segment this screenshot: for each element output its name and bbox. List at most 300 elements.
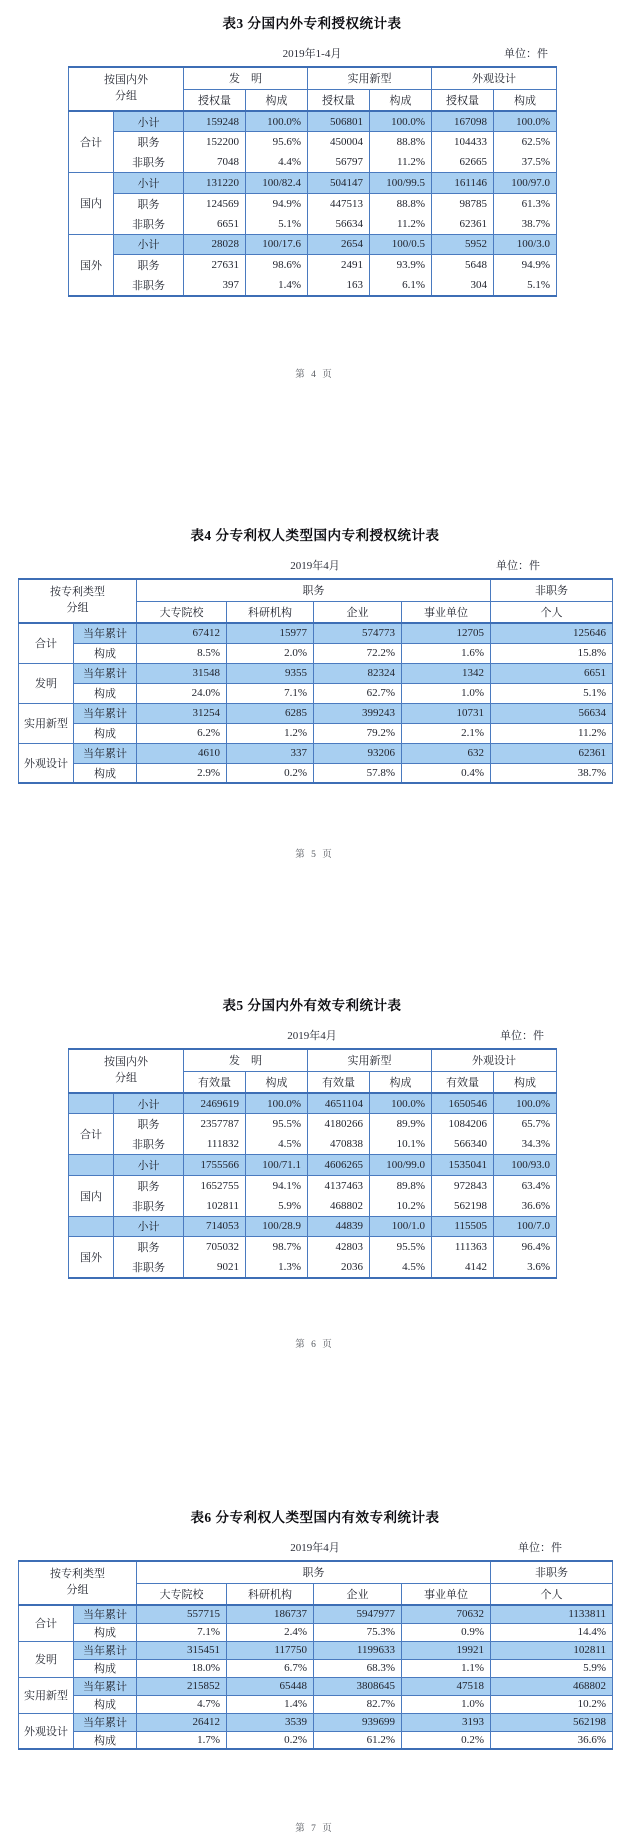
value-cell: 0.9% [402,1623,491,1641]
column-header: 授权量 [432,89,494,111]
value-cell: 95.5% [246,1114,308,1135]
value-cell: 705032 [184,1237,246,1258]
stub-header [19,579,137,623]
value-cell: 111363 [432,1237,494,1258]
valid-patent-table-domestic-foreign [68,1048,557,1279]
value-cell: 161146 [432,173,494,194]
value-cell: 11.2% [491,723,613,743]
table-row [69,111,557,132]
value-cell: 574773 [314,623,402,643]
value-cell: 1199633 [314,1641,402,1659]
value-cell: 4.4% [246,152,308,173]
value-cell: 9355 [227,663,314,683]
value-cell: 6.7% [227,1659,314,1677]
column-header: 授权量 [308,89,370,111]
row-label: 构成 [74,723,137,743]
page-number: 第 7 页 [295,1824,334,1834]
value-cell: 714053 [184,1216,246,1237]
header-row [69,1049,557,1071]
value-cell: 304 [432,275,494,296]
value-cell: 94.9% [494,255,557,276]
row-group-label: 外观设计 [19,743,74,783]
value-cell: 3193 [402,1713,491,1731]
value-cell: 100.0% [370,1093,432,1114]
value-cell: 2469619 [184,1093,246,1114]
column-group-design: 外观设计 [432,67,557,89]
column-header: 有效量 [308,1071,370,1093]
header-row [19,1561,613,1583]
value-cell: 72.2% [314,643,402,663]
row-group-spacer [69,1155,114,1176]
patent-grant-table-by-patentee-type [18,578,613,784]
stub-header [69,67,184,111]
row-label: 非职务 [114,1196,184,1217]
value-cell: 2654 [308,234,370,255]
value-cell: 96.4% [494,1237,557,1258]
value-cell: 100/99.0 [370,1155,432,1176]
column-header: 大专院校 [137,601,227,623]
value-cell: 504147 [308,173,370,194]
stub-line2: 分组 [66,1584,89,1596]
row-group-label: 合计 [19,623,74,663]
row-group-label: 国内 [69,173,114,235]
column-group-nonservice: 非职务 [491,579,613,601]
value-cell: 100/3.0 [494,234,557,255]
row-label: 小计 [114,173,184,194]
row-label: 当年累计 [74,1713,137,1731]
value-cell: 100.0% [494,1093,557,1114]
table-row [19,1605,613,1623]
row-label: 构成 [74,1659,137,1677]
value-cell: 562198 [491,1713,613,1731]
value-cell: 1.1% [402,1659,491,1677]
column-header: 个人 [491,601,613,623]
value-cell: 65.7% [494,1114,557,1135]
table-row [69,132,557,153]
table6-section [18,1506,612,1750]
value-cell: 10731 [402,703,491,723]
value-cell: 0.2% [227,763,314,783]
row-label: 小计 [114,1216,184,1237]
row-label: 构成 [74,763,137,783]
value-cell: 62665 [432,152,494,173]
value-cell: 159248 [184,111,246,132]
row-label: 构成 [74,1731,137,1749]
value-cell: 56634 [308,214,370,235]
value-cell: 7048 [184,152,246,173]
row-group-spacer [69,1216,114,1237]
patent-grant-table-domestic-foreign [68,66,557,297]
value-cell: 98785 [432,193,494,214]
value-cell: 10.2% [370,1196,432,1217]
page-number: 第 5 页 [295,850,334,860]
stub-line1: 按专利类型 [50,1568,105,1581]
row-group-label: 实用新型 [19,703,74,743]
value-cell: 4.7% [137,1695,227,1713]
value-cell: 6651 [491,663,613,683]
value-cell: 939699 [314,1713,402,1731]
row-label: 职务 [114,132,184,153]
value-cell: 4180266 [308,1114,370,1135]
row-label: 职务 [114,1114,184,1135]
value-cell: 100.0% [494,111,557,132]
row-group-spacer [69,1093,114,1114]
value-cell: 10.2% [491,1695,613,1713]
value-cell: 98.7% [246,1237,308,1258]
value-cell: 111832 [184,1134,246,1155]
table-meta [18,557,612,574]
table-body [19,623,613,783]
value-cell: 1.6% [402,643,491,663]
column-group-invention: 发 明 [184,1049,308,1071]
table-title: 表6 分专利权人类型国内有效专利统计表 [190,1510,440,1525]
unit-label: 单位：件 [500,1030,544,1042]
column-header: 企业 [314,1583,402,1605]
value-cell: 88.8% [370,132,432,153]
value-cell: 4610 [137,743,227,763]
column-header: 事业单位 [402,1583,491,1605]
table-row [69,1216,557,1237]
table-header [69,67,557,111]
value-cell: 0.2% [227,1731,314,1749]
value-cell: 11.2% [370,214,432,235]
value-cell: 5.1% [494,275,557,296]
value-cell: 100/0.5 [370,234,432,255]
row-label: 小计 [114,234,184,255]
value-cell: 1.7% [137,1731,227,1749]
value-cell: 61.3% [494,193,557,214]
value-cell: 100/7.0 [494,1216,557,1237]
value-cell: 57.8% [314,763,402,783]
table-row [19,1731,613,1749]
value-cell: 3808645 [314,1677,402,1695]
value-cell: 95.5% [370,1237,432,1258]
column-header: 有效量 [184,1071,246,1093]
table-row [19,1695,613,1713]
value-cell: 131220 [184,173,246,194]
value-cell: 62.7% [314,683,402,703]
value-cell: 102811 [491,1641,613,1659]
table-row [19,683,613,703]
value-cell: 15977 [227,623,314,643]
value-cell: 186737 [227,1605,314,1623]
row-label: 当年累计 [74,1677,137,1695]
value-cell: 972843 [432,1175,494,1196]
row-label: 职务 [114,1175,184,1196]
value-cell: 566340 [432,1134,494,1155]
column-header: 事业单位 [402,601,491,623]
value-cell: 124569 [184,193,246,214]
value-cell: 47518 [402,1677,491,1695]
stub-header [69,1049,184,1093]
value-cell: 93.9% [370,255,432,276]
value-cell: 75.3% [314,1623,402,1641]
value-cell: 19921 [402,1641,491,1659]
value-cell: 1535041 [432,1155,494,1176]
value-cell: 4137463 [308,1175,370,1196]
value-cell: 115505 [432,1216,494,1237]
table-row [19,763,613,783]
value-cell: 31548 [137,663,227,683]
table-row [69,234,557,255]
column-group-service: 职务 [137,579,491,601]
value-cell: 42803 [308,1237,370,1258]
row-label: 小计 [114,1093,184,1114]
row-label: 非职务 [114,152,184,173]
value-cell: 1133811 [491,1605,613,1623]
value-cell: 100/97.0 [494,173,557,194]
row-group-label: 发明 [19,663,74,703]
value-cell: 100/93.0 [494,1155,557,1176]
value-cell: 2.0% [227,643,314,663]
value-cell: 88.8% [370,193,432,214]
value-cell: 1.3% [246,1257,308,1278]
value-cell: 100.0% [246,111,308,132]
period-label: 2019年4月 [290,560,340,572]
value-cell: 89.8% [370,1175,432,1196]
value-cell: 1650546 [432,1093,494,1114]
column-header: 构成 [494,89,557,111]
row-label: 非职务 [114,1134,184,1155]
value-cell: 11.2% [370,152,432,173]
value-cell: 79.2% [314,723,402,743]
value-cell: 1.0% [402,683,491,703]
row-label: 当年累计 [74,743,137,763]
value-cell: 1755566 [184,1155,246,1176]
value-cell: 1342 [402,663,491,683]
value-cell: 94.1% [246,1175,308,1196]
value-cell: 1.0% [402,1695,491,1713]
row-group-label: 发明 [19,1641,74,1677]
value-cell: 337 [227,743,314,763]
column-header: 构成 [494,1071,557,1093]
value-cell: 4.5% [246,1134,308,1155]
table-row [19,1677,613,1695]
table-row [19,623,613,643]
value-cell: 2357787 [184,1114,246,1135]
value-cell: 10.1% [370,1134,432,1155]
value-cell: 56634 [491,703,613,723]
value-cell: 2491 [308,255,370,276]
table-row [19,1713,613,1731]
value-cell: 62.5% [494,132,557,153]
row-label: 构成 [74,1695,137,1713]
value-cell: 12705 [402,623,491,643]
value-cell: 447513 [308,193,370,214]
column-header: 构成 [246,1071,308,1093]
valid-patent-table-by-patentee-type [18,1560,613,1750]
value-cell: 95.6% [246,132,308,153]
value-cell: 1.2% [227,723,314,743]
table-row [69,255,557,276]
value-cell: 18.0% [137,1659,227,1677]
value-cell: 7.1% [227,683,314,703]
column-group-invention: 发 明 [184,67,308,89]
value-cell: 3.6% [494,1257,557,1278]
table-title: 表3 分国内外专利授权统计表 [222,16,402,31]
value-cell: 31254 [137,703,227,723]
table-title: 表4 分专利权人类型国内专利授权统计表 [190,528,440,543]
table-row [19,643,613,663]
row-label: 当年累计 [74,703,137,723]
row-label: 构成 [74,683,137,703]
value-cell: 6.2% [137,723,227,743]
value-cell: 100.0% [370,111,432,132]
value-cell: 632 [402,743,491,763]
column-header: 个人 [491,1583,613,1605]
table3-section [68,12,556,297]
row-label: 当年累计 [74,1605,137,1623]
table-row [69,1257,557,1278]
value-cell: 450004 [308,132,370,153]
header-row [19,579,613,601]
value-cell: 61.2% [314,1731,402,1749]
value-cell: 65448 [227,1677,314,1695]
row-label: 职务 [114,193,184,214]
value-cell: 1.4% [227,1695,314,1713]
value-cell: 36.6% [491,1731,613,1749]
column-header: 大专院校 [137,1583,227,1605]
value-cell: 6651 [184,214,246,235]
value-cell: 56797 [308,152,370,173]
value-cell: 125646 [491,623,613,643]
table-body [19,1605,613,1749]
period-label: 2019年4月 [287,1030,337,1042]
column-header: 科研机构 [227,601,314,623]
value-cell: 38.7% [494,214,557,235]
column-header: 企业 [314,601,402,623]
table-row [19,723,613,743]
column-header: 构成 [246,89,308,111]
table-row [69,152,557,173]
table-row [69,193,557,214]
period-label: 2019年1-4月 [282,48,342,60]
value-cell: 1084206 [432,1114,494,1135]
row-group-label: 国内 [69,1175,114,1216]
value-cell: 152200 [184,132,246,153]
value-cell: 37.5% [494,152,557,173]
value-cell: 100/17.6 [246,234,308,255]
table-row [69,1155,557,1176]
table-row [69,1134,557,1155]
value-cell: 24.0% [137,683,227,703]
value-cell: 2.4% [227,1623,314,1641]
value-cell: 28028 [184,234,246,255]
table-row [19,743,613,763]
table-meta [68,1027,556,1044]
table-row [19,703,613,723]
value-cell: 506801 [308,111,370,132]
value-cell: 98.6% [246,255,308,276]
value-cell: 4651104 [308,1093,370,1114]
stub-line1: 按国内外 [104,1056,148,1069]
table-body [69,1093,557,1278]
row-group-label: 外观设计 [19,1713,74,1749]
row-label: 职务 [114,255,184,276]
column-header: 授权量 [184,89,246,111]
table-header [19,1561,613,1605]
row-label: 当年累计 [74,623,137,643]
row-group-label: 实用新型 [19,1677,74,1713]
value-cell: 4142 [432,1257,494,1278]
value-cell: 63.4% [494,1175,557,1196]
value-cell: 67412 [137,623,227,643]
page-number: 第 6 页 [295,1340,334,1350]
value-cell: 468802 [308,1196,370,1217]
row-group-label: 国外 [69,1237,114,1278]
value-cell: 1.4% [246,275,308,296]
column-header: 构成 [370,1071,432,1093]
row-label: 非职务 [114,214,184,235]
table-title: 表5 分国内外有效专利统计表 [222,998,402,1013]
row-label: 非职务 [114,275,184,296]
column-header: 科研机构 [227,1583,314,1605]
table-header [19,579,613,623]
table-meta [68,45,556,62]
value-cell: 100/71.1 [246,1155,308,1176]
value-cell: 14.4% [491,1623,613,1641]
unit-label: 单位：件 [518,1542,562,1554]
stub-line2: 分组 [66,602,89,614]
stub-line1: 按国内外 [104,74,148,87]
row-label: 构成 [74,1623,137,1641]
value-cell: 15.8% [491,643,613,663]
row-label: 构成 [74,643,137,663]
column-group-design: 外观设计 [432,1049,557,1071]
value-cell: 9021 [184,1257,246,1278]
row-label: 非职务 [114,1257,184,1278]
column-group-utility: 实用新型 [308,67,432,89]
value-cell: 38.7% [491,763,613,783]
table-row [69,1196,557,1217]
page-number: 第 4 页 [295,370,334,380]
value-cell: 215852 [137,1677,227,1695]
value-cell: 5.9% [491,1659,613,1677]
value-cell: 4606265 [308,1155,370,1176]
value-cell: 167098 [432,111,494,132]
table-row [69,214,557,235]
value-cell: 315451 [137,1641,227,1659]
unit-label: 单位：件 [496,560,540,572]
value-cell: 34.3% [494,1134,557,1155]
value-cell: 468802 [491,1677,613,1695]
table-header [69,1049,557,1093]
row-label: 小计 [114,111,184,132]
value-cell: 562198 [432,1196,494,1217]
value-cell: 27631 [184,255,246,276]
value-cell: 5947977 [314,1605,402,1623]
table4-section [18,524,612,784]
table-row [19,663,613,683]
row-label: 当年累计 [74,1641,137,1659]
value-cell: 102811 [184,1196,246,1217]
unit-label: 单位：件 [504,48,548,60]
value-cell: 7.1% [137,1623,227,1641]
value-cell: 3539 [227,1713,314,1731]
value-cell: 2.1% [402,723,491,743]
row-group-label: 国外 [69,234,114,296]
table-row [69,1237,557,1258]
value-cell: 4.5% [370,1257,432,1278]
value-cell: 104433 [432,132,494,153]
value-cell: 100/1.0 [370,1216,432,1237]
stub-line1: 按专利类型 [50,586,105,599]
value-cell: 5.1% [491,683,613,703]
value-cell: 470838 [308,1134,370,1155]
value-cell: 26412 [137,1713,227,1731]
row-group-label: 合计 [69,111,114,173]
column-group-service: 职务 [137,1561,491,1583]
